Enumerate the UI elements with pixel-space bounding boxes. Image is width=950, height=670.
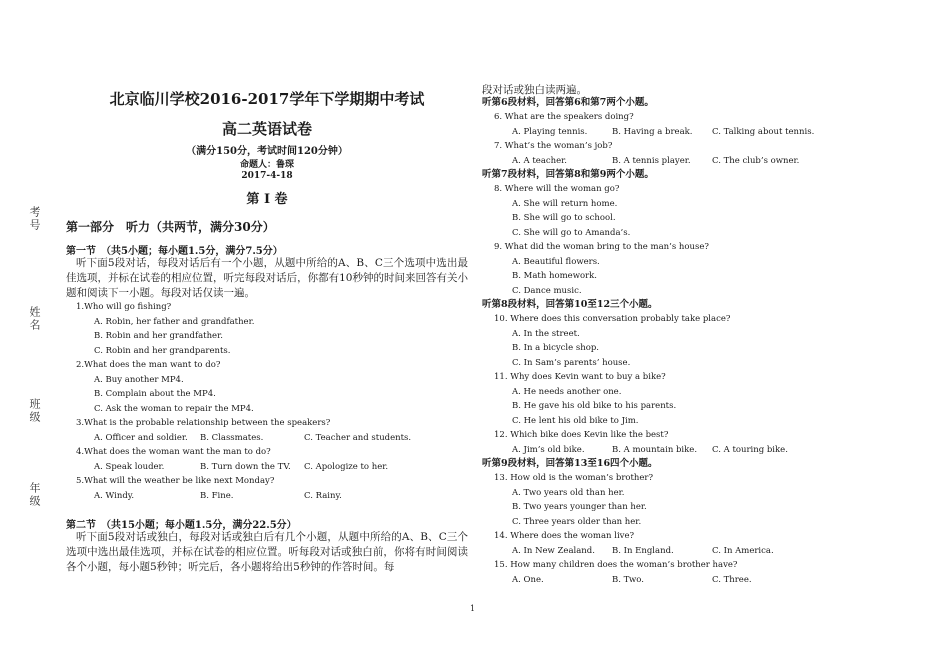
- question-item: [482, 110, 902, 139]
- option-b: B. Having a break.: [612, 126, 693, 137]
- option-b: B. A tennis player.: [612, 155, 691, 166]
- score-time: （满分150分，考试时间120分钟）: [186, 146, 348, 157]
- option-row: [76, 460, 468, 475]
- exam-title: 北京临川学校2016-2017学年下学期期中考试: [109, 90, 425, 108]
- option-b: B. Classmates.: [200, 432, 264, 443]
- listening-material-header: 听第9段材料，回答第13至16四个小题。: [482, 458, 658, 469]
- option-c: C. Ask the woman to repair the MP4.: [94, 403, 254, 414]
- question-text: 8. Where will the woman go?: [494, 184, 620, 194]
- section2-instructions: 听下面5段对话或独白，每段对话或独白后有几个小题，从题中所给的A、B、C三个选项中选出最佳选项，并标在试卷的相应位置。听每段对话或独白前，你将有时间阅读各个小题，每小题5秒钟；听完后，各小题将给出5秒钟的作答时间。每: [66, 531, 468, 573]
- question-text: 10. Where does this conversation probably take place?: [494, 314, 731, 324]
- part1-title: 第一部分 听力（共两节，满分30分）: [66, 220, 275, 234]
- option-c: C. Dance music.: [512, 285, 582, 296]
- exam-subtitle: 高二英语试卷: [221, 120, 312, 138]
- listening-material-header: 听第8段材料，回答第10至12三个小题。: [482, 299, 658, 310]
- option-c: C. She will go to Amanda’s.: [512, 227, 631, 238]
- section2-questions: [482, 96, 902, 587]
- option-row: [76, 431, 468, 446]
- question-item: [76, 416, 468, 445]
- option-a: A. Speak louder.: [94, 461, 165, 472]
- question-text: 4.What does the woman want the man to do?: [76, 447, 271, 457]
- question-item: [482, 529, 902, 558]
- option-b: B. Two years younger than her.: [512, 502, 647, 512]
- question-text: 3.What is the probable relationship between the speakers?: [76, 418, 331, 428]
- question-item: [76, 358, 468, 416]
- listening-material-header: 听第6段材料，回答第6和第7两个小题。: [482, 97, 654, 108]
- option-a: A. Playing tennis.: [512, 126, 588, 137]
- question-item: [76, 445, 468, 474]
- option-b: B. In England.: [612, 545, 674, 556]
- section1-instructions: 听下面5段对话，每段对话后有一个小题，从题中所给的A、B、C三个选项中选出最佳选项，并标在试卷的相应位置，听完每段对话后，你都有10秒钟的时间来回答有关小题和阅读下一小题。每段对话仅读一遍。: [66, 257, 468, 299]
- question-item: [482, 312, 902, 370]
- section2-instructions-continued: 段对话或独白读两遍。: [482, 84, 587, 96]
- option-b: B. Math homework.: [512, 271, 598, 281]
- section1-questions: [76, 300, 468, 503]
- question-item: [482, 370, 902, 428]
- question-text: 6. What are the speakers doing?: [494, 112, 634, 122]
- option-b: B. She will go to school.: [512, 213, 616, 223]
- option-row: [482, 125, 902, 140]
- question-text: 5.What will the weather be like next Monday?: [76, 476, 275, 486]
- option-a: A. In the street.: [512, 328, 580, 339]
- option-c: C. In America.: [712, 545, 774, 556]
- option-row: [482, 154, 902, 169]
- option-b: B. Robin and her grandfather.: [94, 331, 223, 341]
- section1-title: 第一节 （共5小题；每小题1.5分，满分7.5分）: [66, 246, 283, 257]
- option-c: C. Three.: [712, 574, 752, 585]
- option-a: A. One.: [512, 574, 544, 585]
- option-b: B. Complain about the MP4.: [94, 389, 216, 399]
- option-c: C. A touring bike.: [712, 444, 788, 455]
- option-c: C. Talking about tennis.: [712, 126, 815, 137]
- option-a: A. He needs another one.: [512, 386, 622, 397]
- option-c: C. Robin and her grandparents.: [94, 345, 231, 356]
- page-number: 1: [470, 604, 476, 613]
- option-a: A. Two years old than her.: [512, 487, 625, 498]
- exam-date: 2017-4-18: [241, 171, 293, 181]
- option-row: [482, 573, 902, 588]
- option-a: A. Windy.: [94, 490, 135, 501]
- section2-title: 第二节 （共15小题；每小题1.5分，满分22.5分）: [66, 520, 297, 531]
- side-label-exam-number: 考号: [28, 206, 41, 232]
- listening-material-header: 听第7段材料，回答第8和第9两个小题。: [482, 169, 654, 180]
- option-b: B. Turn down the TV.: [200, 461, 291, 472]
- option-c: C. The club’s owner.: [712, 155, 800, 166]
- option-c: C. Rainy.: [304, 490, 342, 501]
- question-text: 9. What did the woman bring to the man’s house?: [494, 242, 709, 252]
- option-b: B. A mountain bike.: [612, 444, 698, 455]
- option-row: [482, 544, 902, 559]
- volume-title: 第 I 卷: [246, 192, 288, 207]
- author: 命题人：鲁琛: [239, 160, 294, 170]
- question-text: 15. How many children does the woman’s brother have?: [494, 560, 738, 570]
- option-b: B. He gave his old bike to his parents.: [512, 401, 677, 411]
- option-a: A. A teacher.: [512, 155, 567, 166]
- option-a: A. Beautiful flowers.: [512, 256, 600, 267]
- question-text: 13. How old is the woman’s brother?: [494, 473, 654, 483]
- question-item: [482, 182, 902, 240]
- option-a: A. In New Zealand.: [512, 545, 595, 556]
- side-label-name: 姓名: [28, 306, 41, 332]
- option-c: C. Apologize to her.: [304, 461, 389, 472]
- option-b: B. Two.: [612, 574, 644, 585]
- question-text: 2.What does the man want to do?: [76, 360, 221, 370]
- option-c: C. Three years older than her.: [512, 516, 642, 527]
- option-a: A. Officer and soldier.: [94, 432, 188, 443]
- question-text: 1.Who will go fishing?: [76, 302, 172, 312]
- question-item: [76, 300, 468, 358]
- question-item: [482, 139, 902, 168]
- option-b: B. In a bicycle shop.: [512, 343, 599, 353]
- option-b: B. Fine.: [200, 490, 234, 501]
- option-a: A. Buy another MP4.: [94, 374, 184, 385]
- question-item: [482, 471, 902, 529]
- question-item: [482, 428, 902, 457]
- option-row: [482, 443, 902, 458]
- option-c: C. In Sam’s parents’ house.: [512, 357, 631, 368]
- question-text: 12. Which bike does Kevin like the best?: [494, 430, 669, 440]
- question-item: [482, 240, 902, 298]
- side-label-class: 班级: [28, 398, 41, 424]
- option-a: A. She will return home.: [512, 198, 618, 209]
- question-item: [76, 474, 468, 503]
- question-text: 7. What’s the woman’s job?: [494, 141, 613, 151]
- option-c: C. Teacher and students.: [304, 432, 412, 443]
- question-item: [482, 558, 902, 587]
- option-a: A. Jim’s old bike.: [512, 444, 585, 455]
- option-c: C. He lent his old bike to Jim.: [512, 415, 639, 426]
- option-row: [76, 489, 468, 504]
- option-a: A. Robin, her father and grandfather.: [94, 316, 255, 327]
- question-text: 14. Where does the woman live?: [494, 531, 635, 541]
- question-text: 11. Why does Kevin want to buy a bike?: [494, 372, 666, 382]
- side-label-grade: 年级: [28, 482, 41, 508]
